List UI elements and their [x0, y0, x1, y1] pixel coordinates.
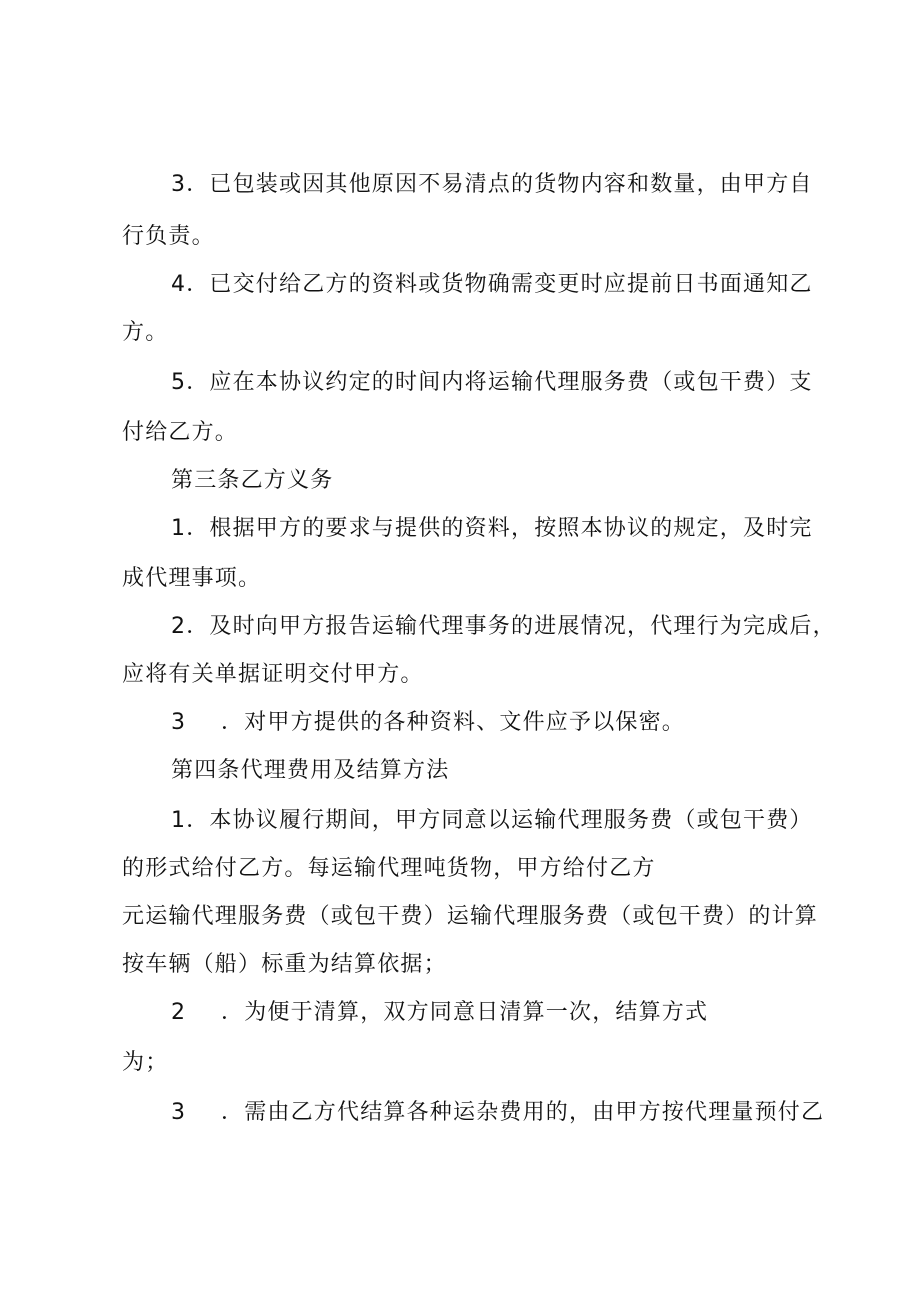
paragraph-line: [122, 418, 238, 448]
paragraph-text: 2．及时向甲方报告运输代理事务的进展情况，代理行为完成后，: [171, 614, 836, 639]
paragraph-text: 为；: [122, 1050, 169, 1075]
paragraph-text: 应将有关单据证明交付甲方。: [122, 662, 424, 687]
paragraph-line: [122, 1048, 168, 1078]
item-number: 3: [171, 710, 187, 735]
paragraph-text: 元运输代理服务费（或包干费）运输代理服务费（或包干费）的计算: [122, 904, 819, 929]
paragraph-line: [171, 368, 813, 398]
item-number: 2: [171, 1000, 187, 1025]
paragraph-text: 5．应在本协议约定的时间内将运输代理服务费（或包干费）支: [171, 370, 813, 395]
section-heading: [171, 756, 449, 786]
paragraph-line: [122, 660, 424, 690]
paragraph-text: 3．已包装或因其他原因不易清点的货物内容和数量，由甲方自: [171, 172, 813, 197]
paragraph-text: 成代理事项。: [122, 566, 262, 591]
paragraph-text: 按车辆（船）标重为结算依据；: [122, 952, 447, 977]
section-heading-text: 第三条乙方义务: [171, 468, 334, 493]
paragraph-line: [122, 222, 215, 252]
paragraph-line: [171, 514, 813, 544]
paragraph-text: 1．根据甲方的要求与提供的资料，按照本协议的规定，及时完: [171, 516, 813, 541]
paragraph-text: 4．已交付给乙方的资料或货物确需变更时应提前日书面通知乙: [171, 272, 813, 297]
section-heading-text: 第四条代理费用及结算方法: [171, 758, 450, 783]
paragraph-line: [122, 854, 656, 884]
paragraph-text: 行负责。: [122, 224, 215, 249]
paragraph-line: [171, 270, 813, 300]
paragraph-line: [122, 564, 261, 594]
paragraph-line: [122, 950, 447, 980]
item-number: 3: [171, 1100, 187, 1125]
paragraph-line: [171, 806, 813, 836]
paragraph-line: [122, 318, 168, 348]
paragraph-line: [171, 708, 685, 738]
paragraph-line: [171, 612, 836, 642]
paragraph-line: [171, 170, 819, 200]
paragraph-text: ．对甲方提供的各种资料、文件应予以保密。: [221, 710, 686, 735]
paragraph-line: [122, 902, 818, 932]
section-heading: [171, 466, 333, 496]
paragraph-line: [171, 1098, 824, 1128]
paragraph-text: ．需由乙方代结算各种运杂费用的，由甲方按代理量预付乙: [221, 1100, 825, 1125]
paragraph-text: 方。: [122, 320, 169, 345]
paragraph-line: [171, 998, 708, 1028]
paragraph-text: ．为便于清算，双方同意日清算一次，结算方式: [221, 1000, 709, 1025]
paragraph-text: 1．本协议履行期间，甲方同意以运输代理服务费（或包干费）: [171, 808, 813, 833]
paragraph-text: 的形式给付乙方。每运输代理吨货物，甲方给付乙方: [122, 856, 656, 881]
paragraph-text: 付给乙方。: [122, 420, 239, 445]
